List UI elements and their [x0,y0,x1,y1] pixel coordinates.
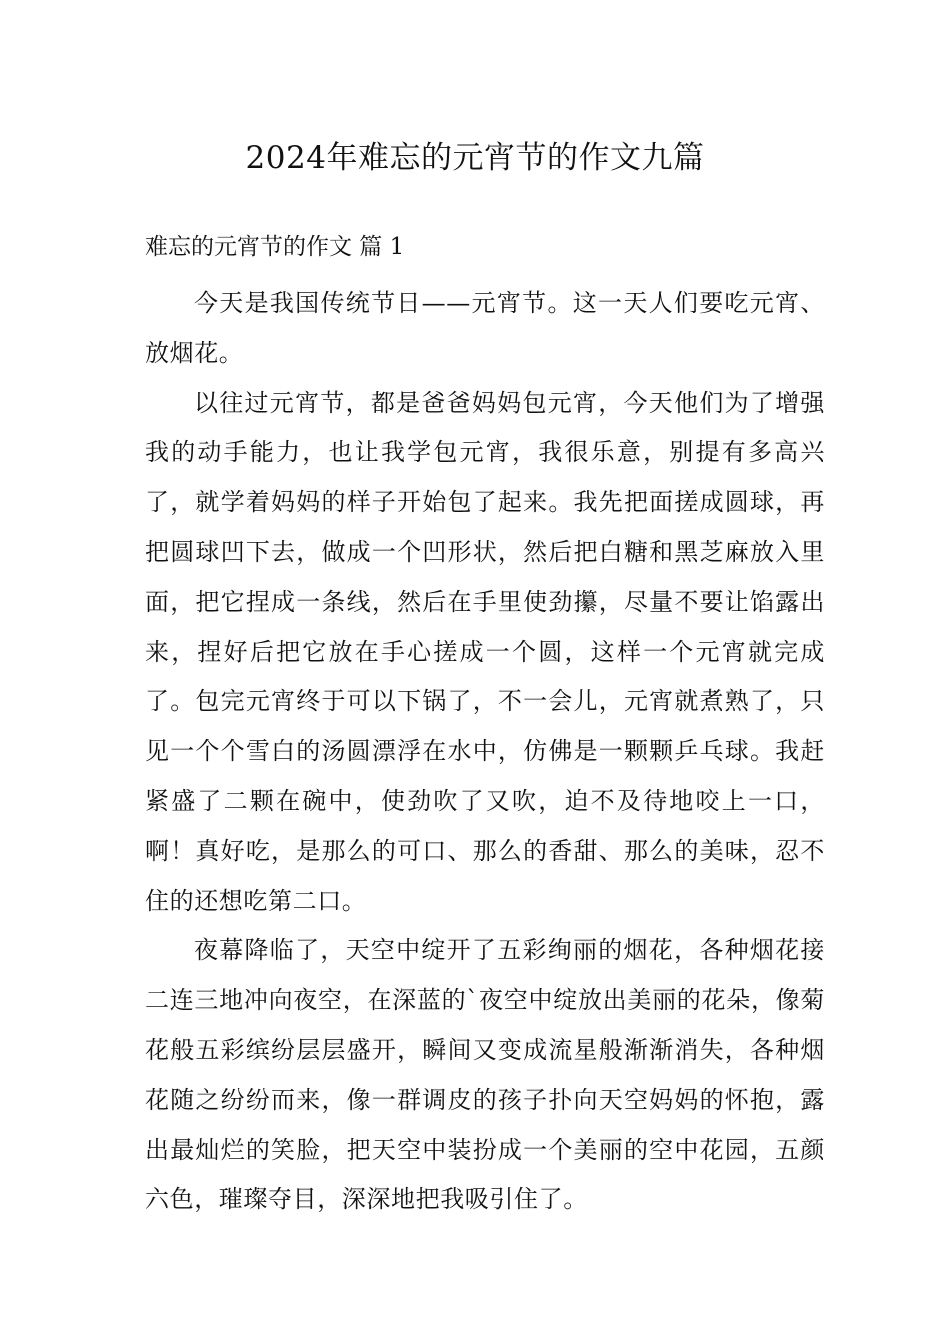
essay-body [145,279,825,1225]
paragraph-3: 夜幕降临了，天空中绽开了五彩绚丽的烟花，各种烟花接二连三地冲向夜空，在深蓝的`夜空中绽放出美丽的花朵，像菊花般五彩缤纷层层盛开，瞬间又变成流星般渐渐消失，各种烟花随之纷纷而来，像一群调皮的孩子扑向天空妈妈的怀抱，露出最灿烂的笑脸，把天空中装扮成一个美丽的空中花园，五颜六色，璀璨夺目，深深地把我吸引住了。 [145,936,825,1214]
paragraph-2: 以往过元宵节，都是爸爸妈妈包元宵，今天他们为了增强我的动手能力，也让我学包元宵，我很乐意，别提有多高兴了，就学着妈妈的样子开始包了起来。我先把面搓成圆球，再把圆球凹下去，做成一个凹形状，然后把白糖和黑芝麻放入里面，把它捏成一条线，然后在手里使劲攥，尽量不要让馅露出来，捏好后把它放在手心搓成一个圆，这样一个元宵就完成了。包完元宵终于可以下锅了，不一会儿，元宵就煮熟了，只见一个个雪白的汤圆漂浮在水中，仿佛是一颗颗乒乓球。我赶紧盛了二颗在碗中，使劲吹了又吹，迫不及待地咬上一口，啊！真好吃，是那么的可口、那么的香甜、那么的美味，忍不住的还想吃第二口。 [145,388,825,915]
paragraph-1: 今天是我国传统节日——元宵节。这一天人们要吃元宵、放烟花。 [145,289,825,367]
document-title: 2024年难忘的元宵节的作文九篇 [245,140,705,176]
section-heading: 难忘的元宵节的作文 篇 1 [145,234,405,260]
